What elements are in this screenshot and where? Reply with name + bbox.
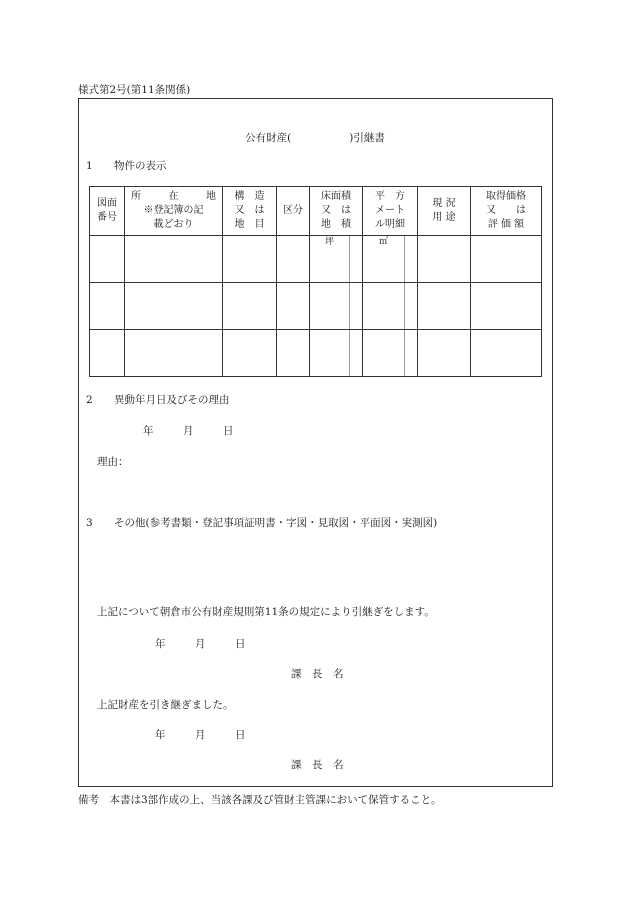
month-label: 月 (195, 638, 206, 650)
table-row (90, 283, 542, 330)
cell[interactable] (223, 283, 277, 330)
unit-tsubo: 坪 (324, 237, 334, 247)
property-table (89, 186, 542, 377)
cell[interactable] (90, 283, 125, 330)
section1-number: 1 (86, 160, 93, 172)
chief-name-1[interactable]: 課 長 名 (291, 668, 344, 680)
year-label: 年 (143, 425, 154, 437)
cell[interactable] (125, 283, 223, 330)
cell[interactable] (90, 236, 125, 283)
cell[interactable] (125, 330, 223, 377)
cell[interactable] (418, 330, 471, 377)
remark-note: 備考 本書は3部作成の上、当該各課及び管財主管課において保管すること。 (78, 794, 442, 806)
received-date[interactable] (155, 727, 275, 742)
header-zumen: 図面 番号 (90, 187, 125, 236)
cell[interactable] (223, 236, 277, 283)
day-label: 日 (235, 729, 246, 741)
cell[interactable] (277, 330, 310, 377)
year-label: 年 (155, 729, 166, 741)
cell-heiho[interactable] (363, 283, 418, 330)
section3-number: 3 (86, 517, 93, 529)
cell[interactable] (471, 236, 542, 283)
header-kozo: 構 造 又 は 地 目 (223, 187, 277, 236)
day-label: 日 (223, 425, 234, 437)
section1-heading (86, 158, 167, 173)
cell[interactable] (418, 283, 471, 330)
form-label: 様式第2号(第11条関係) (78, 84, 191, 96)
cell[interactable] (125, 236, 223, 283)
title-suffix: )引継書 (349, 132, 385, 144)
cell[interactable] (277, 283, 310, 330)
cell[interactable] (418, 236, 471, 283)
cell[interactable] (471, 330, 542, 377)
section3-title: その他(参考書類・登記事項証明書・字図・見取図・平面図・実測図) (114, 517, 438, 529)
day-label: 日 (235, 638, 246, 650)
cell[interactable] (277, 236, 310, 283)
year-label: 年 (155, 638, 166, 650)
section2-title: 異動年月日及びその理由 (114, 394, 230, 406)
unit-sqm: ㎡ (378, 237, 388, 247)
statement-received: 上記財産を引き継ぎました。 (97, 699, 234, 711)
statement-transfer: 上記について朝倉市公有財産規則第11条の規定により引継ぎをします。 (97, 606, 435, 618)
header-shutoku: 取得価格 又 は 評 価 額 (471, 187, 542, 236)
section2-heading (86, 392, 230, 407)
cell-heiho[interactable] (363, 236, 418, 283)
change-date[interactable] (143, 423, 263, 438)
transfer-date[interactable] (155, 636, 275, 651)
table-row (90, 330, 542, 377)
document-title (0, 130, 630, 145)
cell[interactable] (471, 283, 542, 330)
header-heiho: 平 方 メート ル明細 (363, 187, 418, 236)
header-shozai: 所 在 地 ※登記簿の記 載どおり (125, 187, 223, 236)
cell-heiho[interactable] (363, 330, 418, 377)
reason-label: 理由： (97, 456, 129, 468)
cell-yuka[interactable] (310, 283, 363, 330)
section1-title: 物件の表示 (114, 160, 167, 172)
cell[interactable] (90, 330, 125, 377)
header-kubun: 区分 (277, 187, 310, 236)
header-genkyo: 現 況 用 途 (418, 187, 471, 236)
cell-yuka[interactable] (310, 330, 363, 377)
section3-heading (86, 515, 437, 530)
cell[interactable] (223, 330, 277, 377)
header-yuka: 床面積 又 は 地 積 (310, 187, 363, 236)
section2-number: 2 (86, 394, 93, 406)
chief-name-2[interactable]: 課 長 名 (291, 759, 344, 771)
cell-yuka[interactable] (310, 236, 363, 283)
table-header-row (90, 187, 542, 236)
month-label: 月 (183, 425, 194, 437)
month-label: 月 (195, 729, 206, 741)
table-row (90, 236, 542, 283)
title-prefix: 公有財産( (245, 132, 292, 144)
